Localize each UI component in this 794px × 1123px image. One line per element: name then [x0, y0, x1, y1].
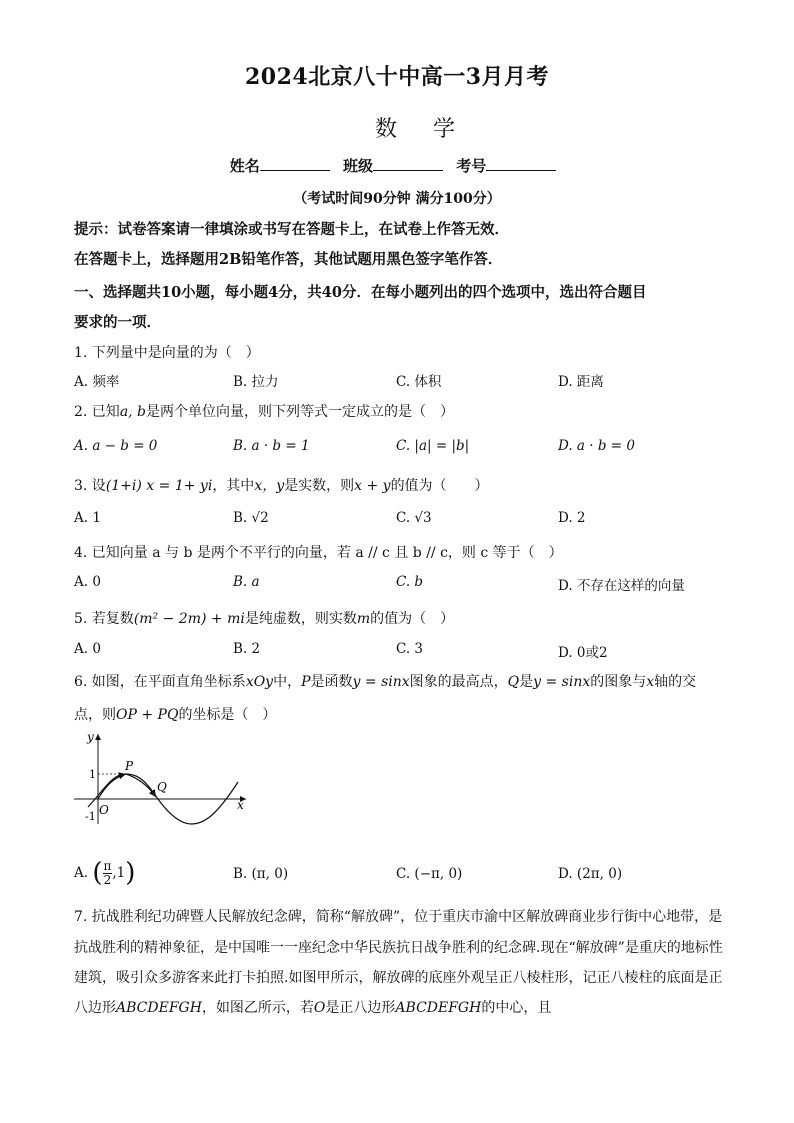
q7-text-4: 的中心，且 [481, 1000, 552, 1016]
q6-var-xoy: xOy [245, 674, 274, 690]
question-6-option-c: C. (−π, 0) [396, 866, 463, 882]
question-3-stem-vars: x，y [254, 478, 285, 494]
question-5-option-a: A. 0 [74, 641, 101, 657]
question-1-option-d: D. 距离 [558, 374, 604, 390]
question-7-line-4 [74, 997, 724, 1017]
q6-option-a-numerator: π [103, 858, 112, 873]
y-axis-label: y [87, 730, 94, 744]
question-5-option-d: D. 0或2 [558, 645, 608, 661]
question-5-stem [74, 608, 724, 628]
x-axis-label: x [237, 798, 244, 812]
tick-1-label: 1 [89, 768, 96, 781]
question-2-stem-vars: a, b [119, 404, 147, 420]
question-3-stem-pre: 3. 设 [74, 478, 106, 494]
q6-text-8: 点，则 [74, 707, 116, 723]
q6-expr-sin-2: y = sinx [533, 674, 591, 690]
number-label: 考号 [456, 157, 487, 175]
point-q-label: Q [157, 780, 167, 794]
question-2-option-a: A. a − b = 0 [74, 438, 158, 454]
q7-text-3: 是正八边形 [325, 1000, 396, 1016]
question-3-stem-post: 的值为（ ） [390, 478, 489, 494]
question-2-option-c: C. |a| = |b| [396, 438, 470, 454]
q6-var-x: x [646, 674, 655, 690]
sine-graph [70, 728, 260, 828]
q6-text-4: 图象的最高点， [409, 674, 508, 690]
question-6-option-d: D. (2π, 0) [558, 866, 623, 882]
tick-minus-1-label: -1 [85, 810, 96, 823]
question-5-stem-post: 的值为（ ） [370, 611, 455, 627]
point-p-label: P [125, 759, 134, 773]
number-blank [486, 156, 556, 171]
question-2-option-d: D. a · b = 0 [558, 438, 635, 454]
question-6-option-b: B. (π, 0) [233, 866, 289, 882]
question-6-stem-line-2 [74, 704, 724, 724]
q6-option-a-prefix: A. [74, 865, 89, 881]
question-2-option-b: B. a · b = 1 [233, 438, 310, 454]
class-label: 班级 [342, 157, 373, 175]
q6-expr-sin-1: y = sinx [352, 674, 410, 690]
question-4-option-d: D. 不存在这样的向量 [558, 578, 685, 594]
question-5-stem-pre: 5. 若复数 [74, 611, 134, 627]
q7-text-2: ，如图乙所示，若 [201, 1000, 314, 1016]
q6-option-a-rparen: ) [125, 858, 136, 888]
question-4-option-b: B. a [233, 574, 260, 590]
student-info-row [0, 155, 794, 176]
question-3-stem-expr: (1+i) x = 1+ yi [105, 478, 213, 494]
question-3-stem-expr2: x + y [354, 478, 391, 494]
question-5-stem-expr: (m² − 2m) + mi [133, 611, 245, 627]
vector-pq-arrow [126, 774, 156, 797]
question-5-option-b: B. 2 [233, 641, 261, 657]
q6-var-q: Q [507, 674, 520, 690]
q6-text-9: 的坐标是（ ） [178, 707, 277, 723]
question-5-stem-var: m [356, 611, 371, 627]
name-label: 姓名 [229, 157, 260, 175]
question-5-stem-mid: 是纯虚数，则实数 [244, 611, 357, 627]
subject-title: 数学 [374, 117, 491, 142]
question-3-option-d: D. 2 [558, 510, 586, 526]
question-7-line-2: 抗战胜利的精神象征，是中国唯一一座纪念中华民族抗日战争胜利的纪念碑.现在“解放碑”是重庆的地标性 [74, 940, 723, 956]
question-2-stem [74, 401, 724, 421]
q7-text-1: 八边形 [74, 1000, 116, 1016]
note-line-2: 在答题卡上，选择题用2B铅笔作答，其他试题用黑色签字笔作答． [74, 251, 503, 268]
q7-octagon-name-1: ABCDEFGH [116, 1000, 202, 1016]
question-4-option-c: C. b [396, 574, 424, 590]
question-1-stem: 1. 下列量中是向量的为（ ） [74, 345, 260, 361]
question-3-option-c: C. √3 [396, 510, 432, 526]
note-line-1: 提示：试卷答案请一律填涂或书写在答题卡上，在试卷上作答无效． [74, 221, 509, 238]
question-3-option-a: A. 1 [74, 510, 101, 526]
question-7-line-3: 建筑，吸引众多游客来此打卡拍照.如图甲所示，解放碑的底座外观呈正八棱柱形，记正八棱柱的底面是正 [74, 970, 723, 986]
section-heading-line-1: 一、选择题共10小题，每小题4分，共40分．在每小题列出的四个选项中，选出符合题目 [74, 284, 647, 301]
question-4-stem: 4. 已知向量 a 与 b 是两个不平行的向量，若 a // c 且 b // c，则 c 等于（ ） [74, 545, 563, 561]
q7-var-o: O [313, 1000, 326, 1016]
question-1-option-b: B. 拉力 [233, 374, 279, 390]
exam-info: （考试时间90分钟 满分100分） [293, 191, 501, 207]
q6-expr-vectors: OP + PQ [116, 707, 179, 723]
q6-text-7: 轴的交 [654, 674, 697, 690]
question-2-stem-pre: 2. 已知 [74, 404, 120, 420]
question-1-option-a: A. 频率 [74, 374, 120, 390]
q6-text-2: 中， [273, 674, 302, 690]
q6-option-a-denominator: 2 [103, 872, 112, 887]
vector-op-arrow [98, 774, 126, 799]
q6-option-a-tail: ,1 [112, 865, 126, 881]
question-6-option-a [74, 858, 135, 888]
q6-option-a-fraction [103, 860, 113, 887]
question-3-stem [74, 475, 724, 495]
question-3-stem-mid: ，其中 [212, 478, 255, 494]
q6-text-1: 6. 如图，在平面直角坐标系 [74, 674, 246, 690]
question-4-option-a: A. 0 [74, 574, 101, 590]
q6-text-6: 的图象与 [590, 674, 647, 690]
origin-label: O [99, 803, 109, 817]
question-2-stem-post: 是两个单位向量，则下列等式一定成立的是（ ） [146, 404, 455, 420]
question-7-line-1: 7. 抗战胜利纪功碑暨人民解放纪念碑，简称“解放碑”，位于重庆市渝中区解放碑商业步行街中心地带，是 [74, 909, 723, 925]
name-blank [260, 156, 330, 171]
q6-text-5: 是 [519, 674, 534, 690]
page-title: 2024北京八十中高一3月月考 [244, 64, 550, 90]
section-heading-line-2: 要求的一项． [74, 314, 161, 331]
question-3-stem-mid2: 是实数，则 [284, 478, 355, 494]
q6-text-3: 是函数 [310, 674, 353, 690]
q6-var-p: P [301, 674, 311, 690]
class-blank [373, 156, 443, 171]
question-1-option-c: C. 体积 [396, 374, 442, 390]
question-3-option-b: B. √2 [233, 510, 269, 526]
q7-octagon-name-2: ABCDEFGH [395, 1000, 482, 1016]
question-5-option-c: C. 3 [396, 641, 424, 657]
q6-option-a-lparen: ( [92, 858, 103, 888]
question-6-stem-line-1 [74, 671, 724, 691]
